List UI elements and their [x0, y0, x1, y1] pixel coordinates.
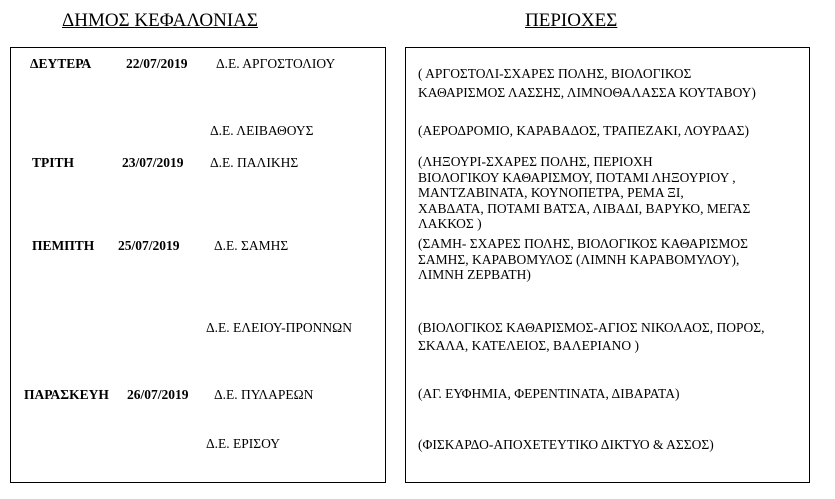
- unit-label: Δ.Ε. ΣΑΜΗΣ: [214, 238, 289, 253]
- left-heading: ΔΗΜΟΣ ΚΕΦΑΛΟΝΙΑΣ: [62, 10, 258, 31]
- area-line: (ΦΙΣΚΑΡΔΟ-ΑΠΟΧΕΤΕΥΤΙΚΟ ΔΙΚΤΥΟ & ΑΣΣΟΣ): [418, 437, 714, 452]
- area-entry: [418, 386, 679, 402]
- date-label: 23/07/2019: [122, 155, 184, 170]
- right-heading: ΠΕΡΙΟΧΕΣ: [525, 10, 618, 31]
- schedule-box: [10, 47, 386, 483]
- unit-label: Δ.Ε. ΕΡΙΣΟΥ: [206, 436, 280, 451]
- unit-label: Δ.Ε. ΑΡΓΟΣΤΟΛΙΟΥ: [216, 56, 336, 71]
- area-line: (ΑΕΡΟΔΡΟΜΙΟ, ΚΑΡΑΒΑΔΟΣ, ΤΡΑΠΕΖΑΚΙ, ΛΟΥΡΔΑΣ): [418, 123, 750, 138]
- area-entry: [418, 236, 796, 283]
- unit-label: Δ.Ε. ΠΥΛΑΡΕΩΝ: [214, 387, 314, 402]
- area-line: ( ΑΡΓΟΣΤΟΛΙ-ΣΧΑΡΕΣ ΠΟΛΗΣ, ΒΙΟΛΟΓΙΚΟΣ: [418, 66, 692, 81]
- area-line: ΚΑΘΑΡΙΣΜΟΣ ΛΑΣΣΗΣ, ΛΙΜΝΟΘΑΛΑΣΣΑ ΚΟΥΤΑΒΟΥ): [418, 84, 756, 100]
- area-entry: [418, 320, 764, 353]
- date-label: 22/07/2019: [126, 56, 188, 71]
- area-line: ΛΙΜΝΗ ΖΕΡΒΑΤΗ): [418, 267, 531, 282]
- date-label: 25/07/2019: [118, 238, 180, 253]
- area-entry: [418, 123, 749, 139]
- area-line: (ΛΗΞΟΥΡΙ-ΣΧΑΡΕΣ ΠΟΛΗΣ, ΠΕΡΙΟΧΗ: [418, 154, 653, 169]
- unit-label: Δ.Ε. ΕΛΕΙΟΥ-ΠΡΟΝΝΩΝ: [206, 320, 352, 335]
- area-line: (ΣΑΜΗ- ΣΧΑΡΕΣ ΠΟΛΗΣ, ΒΙΟΛΟΓΙΚΟΣ ΚΑΘΑΡΙΣΜΟΣ: [418, 236, 749, 251]
- area-line: (ΒΙΟΛΟΓΙΚΟΣ ΚΑΘΑΡΙΣΜΟΣ-ΑΓΙΟΣ ΝΙΚΟΛΑΟΣ, ΠΟΡΟΣ,: [418, 320, 765, 335]
- area-line: (ΑΓ. ΕΥΦΗΜΙΑ, ΦΕΡΕΝΤΙΝΑΤΑ, ΔΙΒΑΡΑΤΑ): [418, 386, 680, 401]
- area-entry: [418, 154, 786, 232]
- area-entry: [418, 66, 756, 100]
- area-line: ΣΑΜΗΣ, ΚΑΡΑΒΟΜΥΛΟΣ (ΛΙΜΝΗ ΚΑΡΑΒΟΜΥΛΟΥ),: [418, 251, 740, 267]
- day-label: ΠΑΡΑΣΚΕΥΗ: [24, 387, 109, 402]
- area-line: ΜΑΝΤΖΑΒΙΝΑΤΑ, ΚΟΥΝΟΠΕΤΡΑ, ΡΕΜΑ ΞΙ,: [418, 185, 684, 200]
- area-entry: [418, 437, 714, 453]
- day-label: ΤΡΙΤΗ: [32, 155, 75, 170]
- unit-label: Δ.Ε. ΠΑΛΙΚΗΣ: [210, 155, 299, 170]
- area-line: ΣΚΑΛΑ, ΚΑΤΕΛΕΙΟΣ, ΒΑΛΕΡΙΑΝΟ ): [418, 337, 639, 353]
- unit-label: Δ.Ε. ΛΕΙΒΑΘΟΥΣ: [210, 123, 314, 138]
- day-label: ΠΕΜΠΤΗ: [32, 238, 95, 253]
- area-line: ΧΑΒΔΑΤΑ, ΠΟΤΑΜΙ ΒΑΤΣΑ, ΛΙΒΑΔΙ, ΒΑΡΥΚΟ, ΜΕΓΑΣ: [418, 200, 751, 216]
- date-label: 26/07/2019: [127, 387, 189, 402]
- day-label: ΔΕΥΤΕΡΑ: [30, 56, 92, 71]
- area-line: ΒΙΟΛΟΓΙΚΟΥ ΚΑΘΑΡΙΣΜΟΥ, ΠΟΤΑΜΙ ΛΗΞΟΥΡΙΟΥ ,: [418, 169, 736, 185]
- area-line: ΛΑΚΚΟΣ ): [418, 216, 482, 231]
